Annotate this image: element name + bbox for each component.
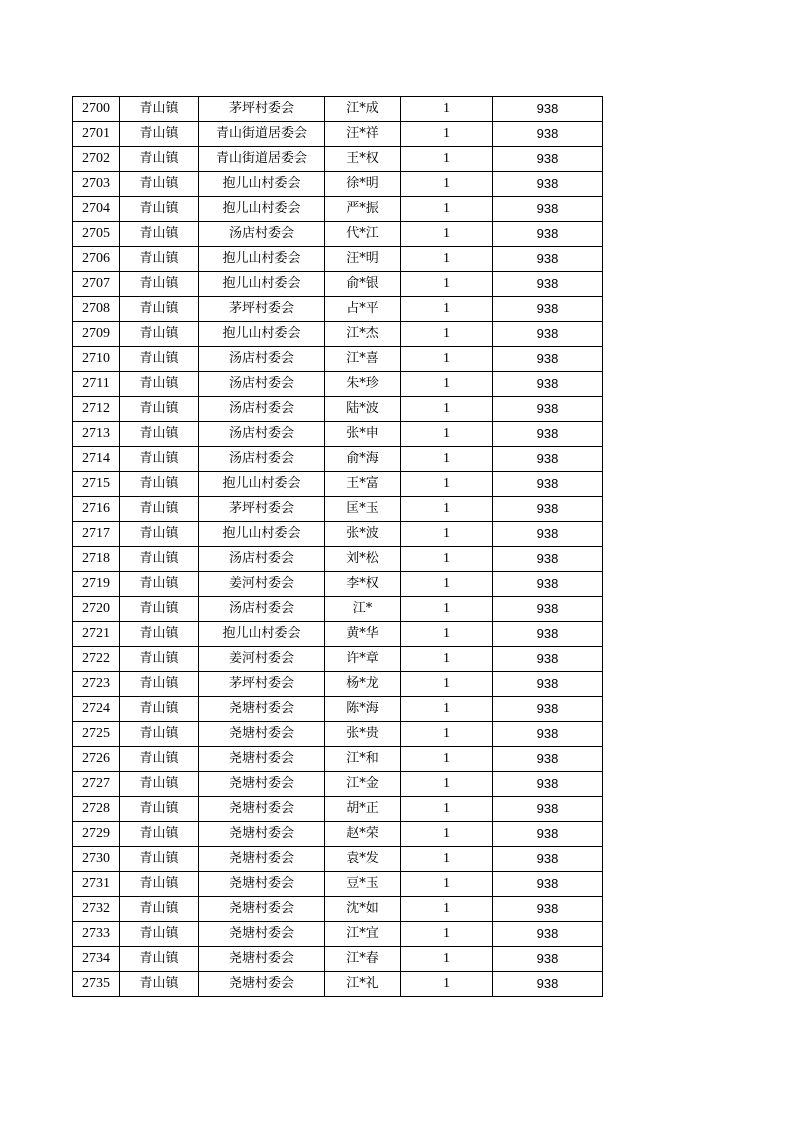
count-cell: 1 xyxy=(401,397,493,422)
amount-cell: 938 xyxy=(493,922,603,947)
serial-number-cell: 2732 xyxy=(73,897,120,922)
amount-cell: 938 xyxy=(493,747,603,772)
name-cell: 张*波 xyxy=(325,522,401,547)
village-committee-cell: 尧塘村委会 xyxy=(199,722,325,747)
town-cell: 青山镇 xyxy=(120,397,199,422)
table-row xyxy=(73,522,603,547)
village-committee-cell: 茅坪村委会 xyxy=(199,97,325,122)
name-cell: 王*权 xyxy=(325,147,401,172)
village-committee-cell: 抱儿山村委会 xyxy=(199,247,325,272)
serial-number-cell: 2733 xyxy=(73,922,120,947)
serial-number-cell: 2717 xyxy=(73,522,120,547)
count-cell: 1 xyxy=(401,372,493,397)
serial-number-cell: 2731 xyxy=(73,872,120,897)
count-cell: 1 xyxy=(401,97,493,122)
serial-number-cell: 2702 xyxy=(73,147,120,172)
village-committee-cell: 抱儿山村委会 xyxy=(199,172,325,197)
serial-number-cell: 2724 xyxy=(73,697,120,722)
table-row xyxy=(73,397,603,422)
count-cell: 1 xyxy=(401,197,493,222)
amount-cell: 938 xyxy=(493,972,603,997)
count-cell: 1 xyxy=(401,797,493,822)
count-cell: 1 xyxy=(401,622,493,647)
town-cell: 青山镇 xyxy=(120,572,199,597)
data-table xyxy=(72,96,603,997)
count-cell: 1 xyxy=(401,447,493,472)
table-row xyxy=(73,472,603,497)
town-cell: 青山镇 xyxy=(120,97,199,122)
town-cell: 青山镇 xyxy=(120,922,199,947)
count-cell: 1 xyxy=(401,897,493,922)
serial-number-cell: 2721 xyxy=(73,622,120,647)
amount-cell: 938 xyxy=(493,297,603,322)
serial-number-cell: 2712 xyxy=(73,397,120,422)
serial-number-cell: 2728 xyxy=(73,797,120,822)
town-cell: 青山镇 xyxy=(120,272,199,297)
town-cell: 青山镇 xyxy=(120,722,199,747)
town-cell: 青山镇 xyxy=(120,622,199,647)
count-cell: 1 xyxy=(401,922,493,947)
count-cell: 1 xyxy=(401,172,493,197)
town-cell: 青山镇 xyxy=(120,972,199,997)
count-cell: 1 xyxy=(401,697,493,722)
name-cell: 江*成 xyxy=(325,97,401,122)
serial-number-cell: 2715 xyxy=(73,472,120,497)
amount-cell: 938 xyxy=(493,322,603,347)
count-cell: 1 xyxy=(401,222,493,247)
count-cell: 1 xyxy=(401,722,493,747)
name-cell: 江*和 xyxy=(325,747,401,772)
town-cell: 青山镇 xyxy=(120,597,199,622)
amount-cell: 938 xyxy=(493,247,603,272)
serial-number-cell: 2703 xyxy=(73,172,120,197)
name-cell: 严*振 xyxy=(325,197,401,222)
name-cell: 江*杰 xyxy=(325,322,401,347)
name-cell: 许*章 xyxy=(325,647,401,672)
name-cell: 江* xyxy=(325,597,401,622)
name-cell: 张*申 xyxy=(325,422,401,447)
serial-number-cell: 2723 xyxy=(73,672,120,697)
serial-number-cell: 2701 xyxy=(73,122,120,147)
count-cell: 1 xyxy=(401,672,493,697)
count-cell: 1 xyxy=(401,122,493,147)
count-cell: 1 xyxy=(401,247,493,272)
table-row xyxy=(73,97,603,122)
serial-number-cell: 2725 xyxy=(73,722,120,747)
count-cell: 1 xyxy=(401,272,493,297)
village-committee-cell: 汤店村委会 xyxy=(199,372,325,397)
village-committee-cell: 抱儿山村委会 xyxy=(199,622,325,647)
village-committee-cell: 汤店村委会 xyxy=(199,597,325,622)
serial-number-cell: 2714 xyxy=(73,447,120,472)
table-row xyxy=(73,822,603,847)
village-committee-cell: 尧塘村委会 xyxy=(199,747,325,772)
table-row xyxy=(73,922,603,947)
serial-number-cell: 2734 xyxy=(73,947,120,972)
table-row xyxy=(73,772,603,797)
serial-number-cell: 2727 xyxy=(73,772,120,797)
name-cell: 黄*华 xyxy=(325,622,401,647)
name-cell: 代*江 xyxy=(325,222,401,247)
serial-number-cell: 2707 xyxy=(73,272,120,297)
table-row xyxy=(73,747,603,772)
amount-cell: 938 xyxy=(493,772,603,797)
serial-number-cell: 2708 xyxy=(73,297,120,322)
village-committee-cell: 姜河村委会 xyxy=(199,572,325,597)
amount-cell: 938 xyxy=(493,622,603,647)
amount-cell: 938 xyxy=(493,272,603,297)
serial-number-cell: 2705 xyxy=(73,222,120,247)
count-cell: 1 xyxy=(401,947,493,972)
name-cell: 张*贵 xyxy=(325,722,401,747)
table-row xyxy=(73,197,603,222)
amount-cell: 938 xyxy=(493,872,603,897)
amount-cell: 938 xyxy=(493,397,603,422)
count-cell: 1 xyxy=(401,322,493,347)
town-cell: 青山镇 xyxy=(120,672,199,697)
serial-number-cell: 2729 xyxy=(73,822,120,847)
serial-number-cell: 2730 xyxy=(73,847,120,872)
table-row xyxy=(73,897,603,922)
serial-number-cell: 2713 xyxy=(73,422,120,447)
town-cell: 青山镇 xyxy=(120,647,199,672)
count-cell: 1 xyxy=(401,847,493,872)
table-row xyxy=(73,547,603,572)
name-cell: 陈*海 xyxy=(325,697,401,722)
count-cell: 1 xyxy=(401,422,493,447)
count-cell: 1 xyxy=(401,872,493,897)
amount-cell: 938 xyxy=(493,172,603,197)
village-committee-cell: 抱儿山村委会 xyxy=(199,472,325,497)
amount-cell: 938 xyxy=(493,647,603,672)
table-row xyxy=(73,872,603,897)
town-cell: 青山镇 xyxy=(120,372,199,397)
serial-number-cell: 2722 xyxy=(73,647,120,672)
table-row xyxy=(73,672,603,697)
count-cell: 1 xyxy=(401,822,493,847)
village-committee-cell: 尧塘村委会 xyxy=(199,697,325,722)
town-cell: 青山镇 xyxy=(120,447,199,472)
serial-number-cell: 2718 xyxy=(73,547,120,572)
name-cell: 刘*松 xyxy=(325,547,401,572)
town-cell: 青山镇 xyxy=(120,122,199,147)
table-row xyxy=(73,322,603,347)
village-committee-cell: 尧塘村委会 xyxy=(199,897,325,922)
amount-cell: 938 xyxy=(493,372,603,397)
table-row xyxy=(73,972,603,997)
village-committee-cell: 尧塘村委会 xyxy=(199,797,325,822)
serial-number-cell: 2735 xyxy=(73,972,120,997)
count-cell: 1 xyxy=(401,647,493,672)
amount-cell: 938 xyxy=(493,797,603,822)
table-row xyxy=(73,572,603,597)
count-cell: 1 xyxy=(401,147,493,172)
table-row xyxy=(73,447,603,472)
serial-number-cell: 2711 xyxy=(73,372,120,397)
village-committee-cell: 汤店村委会 xyxy=(199,347,325,372)
name-cell: 江*宜 xyxy=(325,922,401,947)
name-cell: 袁*发 xyxy=(325,847,401,872)
count-cell: 1 xyxy=(401,297,493,322)
amount-cell: 938 xyxy=(493,822,603,847)
village-committee-cell: 尧塘村委会 xyxy=(199,922,325,947)
name-cell: 江*礼 xyxy=(325,972,401,997)
town-cell: 青山镇 xyxy=(120,347,199,372)
amount-cell: 938 xyxy=(493,422,603,447)
amount-cell: 938 xyxy=(493,722,603,747)
table-row xyxy=(73,947,603,972)
amount-cell: 938 xyxy=(493,197,603,222)
table-row xyxy=(73,222,603,247)
amount-cell: 938 xyxy=(493,497,603,522)
name-cell: 匡*玉 xyxy=(325,497,401,522)
town-cell: 青山镇 xyxy=(120,472,199,497)
table-row xyxy=(73,347,603,372)
name-cell: 江*喜 xyxy=(325,347,401,372)
table-body xyxy=(73,97,603,997)
name-cell: 王*富 xyxy=(325,472,401,497)
table-row xyxy=(73,172,603,197)
name-cell: 豆*玉 xyxy=(325,872,401,897)
name-cell: 江*春 xyxy=(325,947,401,972)
village-committee-cell: 抱儿山村委会 xyxy=(199,522,325,547)
amount-cell: 938 xyxy=(493,947,603,972)
serial-number-cell: 2720 xyxy=(73,597,120,622)
name-cell: 徐*明 xyxy=(325,172,401,197)
village-committee-cell: 汤店村委会 xyxy=(199,422,325,447)
amount-cell: 938 xyxy=(493,597,603,622)
count-cell: 1 xyxy=(401,547,493,572)
village-committee-cell: 尧塘村委会 xyxy=(199,772,325,797)
name-cell: 占*平 xyxy=(325,297,401,322)
village-committee-cell: 尧塘村委会 xyxy=(199,947,325,972)
village-committee-cell: 汤店村委会 xyxy=(199,397,325,422)
town-cell: 青山镇 xyxy=(120,897,199,922)
town-cell: 青山镇 xyxy=(120,297,199,322)
serial-number-cell: 2709 xyxy=(73,322,120,347)
count-cell: 1 xyxy=(401,347,493,372)
name-cell: 胡*正 xyxy=(325,797,401,822)
name-cell: 陆*波 xyxy=(325,397,401,422)
serial-number-cell: 2726 xyxy=(73,747,120,772)
town-cell: 青山镇 xyxy=(120,147,199,172)
village-committee-cell: 茅坪村委会 xyxy=(199,672,325,697)
village-committee-cell: 抱儿山村委会 xyxy=(199,197,325,222)
name-cell: 汪*祥 xyxy=(325,122,401,147)
name-cell: 李*权 xyxy=(325,572,401,597)
table-row xyxy=(73,722,603,747)
village-committee-cell: 青山街道居委会 xyxy=(199,147,325,172)
amount-cell: 938 xyxy=(493,547,603,572)
village-committee-cell: 抱儿山村委会 xyxy=(199,272,325,297)
count-cell: 1 xyxy=(401,972,493,997)
count-cell: 1 xyxy=(401,772,493,797)
village-committee-cell: 汤店村委会 xyxy=(199,447,325,472)
serial-number-cell: 2700 xyxy=(73,97,120,122)
amount-cell: 938 xyxy=(493,122,603,147)
town-cell: 青山镇 xyxy=(120,197,199,222)
village-committee-cell: 姜河村委会 xyxy=(199,647,325,672)
name-cell: 赵*荣 xyxy=(325,822,401,847)
table-row xyxy=(73,422,603,447)
table-row xyxy=(73,497,603,522)
town-cell: 青山镇 xyxy=(120,247,199,272)
town-cell: 青山镇 xyxy=(120,322,199,347)
amount-cell: 938 xyxy=(493,472,603,497)
town-cell: 青山镇 xyxy=(120,697,199,722)
table-row xyxy=(73,847,603,872)
amount-cell: 938 xyxy=(493,697,603,722)
table-row xyxy=(73,297,603,322)
village-committee-cell: 茅坪村委会 xyxy=(199,497,325,522)
village-committee-cell: 抱儿山村委会 xyxy=(199,322,325,347)
town-cell: 青山镇 xyxy=(120,797,199,822)
amount-cell: 938 xyxy=(493,522,603,547)
amount-cell: 938 xyxy=(493,97,603,122)
town-cell: 青山镇 xyxy=(120,172,199,197)
table-row xyxy=(73,247,603,272)
table-row xyxy=(73,272,603,297)
serial-number-cell: 2716 xyxy=(73,497,120,522)
village-committee-cell: 尧塘村委会 xyxy=(199,872,325,897)
name-cell: 俞*银 xyxy=(325,272,401,297)
table-row xyxy=(73,147,603,172)
town-cell: 青山镇 xyxy=(120,222,199,247)
village-committee-cell: 尧塘村委会 xyxy=(199,822,325,847)
table-row xyxy=(73,797,603,822)
town-cell: 青山镇 xyxy=(120,872,199,897)
village-committee-cell: 汤店村委会 xyxy=(199,547,325,572)
town-cell: 青山镇 xyxy=(120,847,199,872)
amount-cell: 938 xyxy=(493,847,603,872)
name-cell: 沈*如 xyxy=(325,897,401,922)
village-committee-cell: 尧塘村委会 xyxy=(199,972,325,997)
table-row xyxy=(73,597,603,622)
count-cell: 1 xyxy=(401,522,493,547)
count-cell: 1 xyxy=(401,572,493,597)
count-cell: 1 xyxy=(401,497,493,522)
serial-number-cell: 2706 xyxy=(73,247,120,272)
name-cell: 江*金 xyxy=(325,772,401,797)
village-committee-cell: 茅坪村委会 xyxy=(199,297,325,322)
count-cell: 1 xyxy=(401,597,493,622)
table-row xyxy=(73,647,603,672)
village-committee-cell: 尧塘村委会 xyxy=(199,847,325,872)
name-cell: 汪*明 xyxy=(325,247,401,272)
amount-cell: 938 xyxy=(493,222,603,247)
table-row xyxy=(73,122,603,147)
town-cell: 青山镇 xyxy=(120,522,199,547)
amount-cell: 938 xyxy=(493,672,603,697)
count-cell: 1 xyxy=(401,747,493,772)
town-cell: 青山镇 xyxy=(120,822,199,847)
town-cell: 青山镇 xyxy=(120,747,199,772)
table-row xyxy=(73,697,603,722)
town-cell: 青山镇 xyxy=(120,772,199,797)
town-cell: 青山镇 xyxy=(120,497,199,522)
amount-cell: 938 xyxy=(493,897,603,922)
name-cell: 杨*龙 xyxy=(325,672,401,697)
table-row xyxy=(73,372,603,397)
table-row xyxy=(73,622,603,647)
town-cell: 青山镇 xyxy=(120,547,199,572)
name-cell: 朱*珍 xyxy=(325,372,401,397)
amount-cell: 938 xyxy=(493,572,603,597)
amount-cell: 938 xyxy=(493,147,603,172)
serial-number-cell: 2710 xyxy=(73,347,120,372)
name-cell: 俞*海 xyxy=(325,447,401,472)
serial-number-cell: 2704 xyxy=(73,197,120,222)
town-cell: 青山镇 xyxy=(120,947,199,972)
amount-cell: 938 xyxy=(493,447,603,472)
town-cell: 青山镇 xyxy=(120,422,199,447)
amount-cell: 938 xyxy=(493,347,603,372)
count-cell: 1 xyxy=(401,472,493,497)
village-committee-cell: 青山街道居委会 xyxy=(199,122,325,147)
village-committee-cell: 汤店村委会 xyxy=(199,222,325,247)
serial-number-cell: 2719 xyxy=(73,572,120,597)
